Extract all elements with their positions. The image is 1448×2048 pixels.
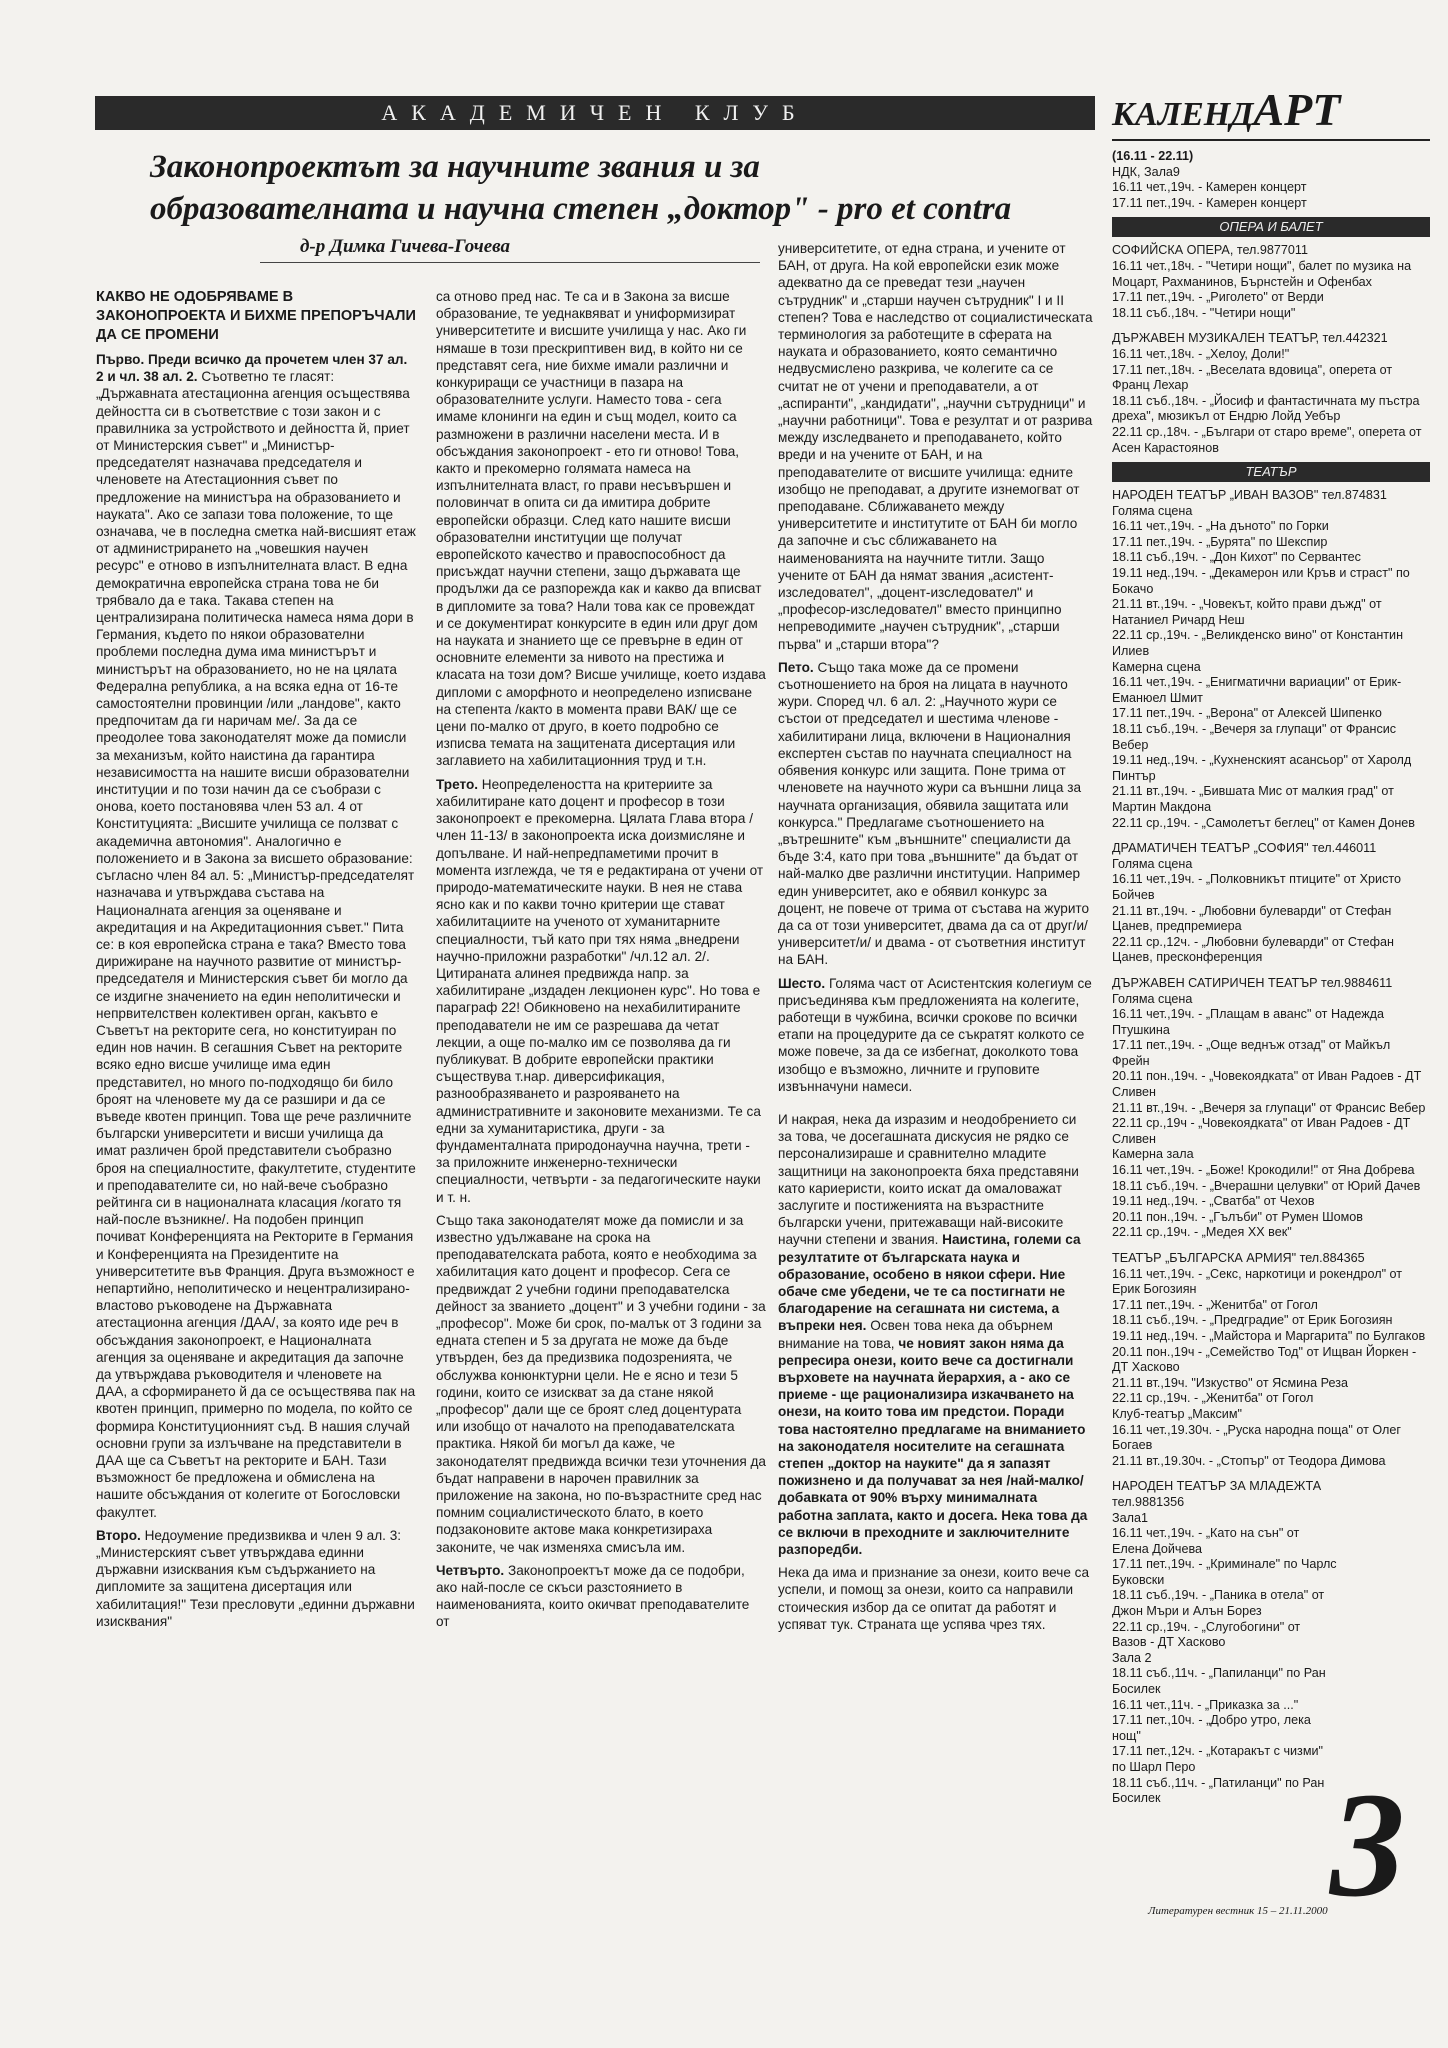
- calendar-entry: 17.11 пет.,18ч. - „Веселата вдовица", оперета от Франц Лехар: [1112, 362, 1393, 393]
- calendar-entry: 22.11 ср.,19ч. - „Самолетът беглец" от Камен Донев: [1112, 815, 1415, 830]
- paragraph-text: Голяма част от Асистентския колегиум се присъединява към предложенията на колегите, работещи в чужбина, всички срокове по всички етапи на процедурите да се съкратят колкото се може повече, за да се избегнат, доколкото това изобщо е възможно, личните и груповите извънначуни намеси.: [778, 975, 1092, 1094]
- calendar-entry: 21.11 вт.,19ч. - „Вечеря за глупаци" от Франсис Вебер: [1112, 1100, 1426, 1115]
- calendar-entry: 20.11 пон.,19ч. - „Човекоядката" от Иван Радоев - ДТ Сливен: [1112, 1069, 1422, 1100]
- calendar-entry: 19.11 нед.,19ч. - „Декамерон или Кръв и страст" по Бокачо: [1112, 566, 1410, 596]
- calendar-entry: 22.11 ср.,19ч. - „Женитба" от Гогол: [1112, 1391, 1314, 1406]
- calendar-entry: Клуб-театър „Максим": [1112, 1406, 1242, 1421]
- calendar-column: [1112, 84, 1430, 1807]
- calendar-entry: 17.11 пет.,19ч. - „Още веднъж отзад" от Майкъл Фрейн: [1112, 1038, 1391, 1068]
- paragraph-lead: Шесто.: [778, 975, 826, 991]
- article-column-2: [436, 288, 766, 1637]
- calendar-entry: СОФИЙСКА ОПЕРА, тел.9877011: [1112, 243, 1308, 258]
- venue-youth-theatre: [1112, 1479, 1337, 1806]
- calendar-entry: 17.11 пет.,10ч. - „Добро утро, лека нощ": [1112, 1713, 1311, 1743]
- paragraph: [778, 659, 1093, 969]
- calendar-entry: Камерна зала: [1112, 1147, 1194, 1162]
- paragraph-text: Също така може да се промени съотношението на броя на лицата в научното жури. Според чл. 6 ал. 2: „Научното жури се състои от председател и шестима членове - хабилитирани лица, включени в Националния експертен състав по научната специалност на обявения конкурс или защита. Поне трима от членовете на научното жури са външни лица за научната организация, обявила защитата или конкурса." Предлагаме съотношението на „вътрешните" към „външните" специалисти да бъде 3:4, като при това „външните" да бъдат от най-малко две различни институции. Например един университет, ако е обявил конкурс за доцент, не повече от трима от състава на журито да са от този университет, двама да са от друг/и/ университет/и/ и двама - от съответния институт на БАН.: [778, 659, 1090, 968]
- calendar-entry: 20.11 пон.,19ч. - „Гълъби" от Румен Шомов: [1112, 1209, 1364, 1224]
- calendar-entry: 22.11 ср.,12ч. - „Любовни булеварди" от Стефан Цанев, пресконференция: [1112, 934, 1394, 965]
- paragraph-text: Освен това нека да обърнем внимание на това,: [778, 1318, 1053, 1351]
- article-column-1: [96, 288, 416, 1636]
- calendar-dates: (16.11 - 22.11): [1112, 149, 1194, 163]
- calendar-entry: НАРОДЕН ТЕАТЪР „ИВАН ВАЗОВ" тел.874831: [1112, 488, 1387, 503]
- page-number: 3: [1330, 1762, 1405, 1928]
- paragraph-text: Неопределеността на критериите за хабилитиране като доцент и професор в този законопроект е прекомерна. Цялата Глава втора /член 11-13/ в законопроекта иска доизмисляне и допълване. И най-непредпаметими прочит в момента изглежда, че тя е редактирана от учени от природо-математическите науки. В нея не става ясно как и по какви точно критерии ще стават хабилитациите на ученото от хуманитарните специалности, тъй като при тях няма „внедрени научно-приложни разработки" /чл.12 ал. 2/. Цитираната алинея предвижда напр. за хабилитиране „издаден лекционен курс". Но това е параграф 22! Обикновено на нехабилитираните преподаватели не им се разрешава да четат лекции, а още по-малко им се позволява да ги публикуват. В добрите европейски практики съществува т.нар. диверсификация, разнообразяването и разрояването на административните и законовите механизми. Те са едни за хуманитаристика, други - за фундаменталната природонаучна научна, трети - за приложните инженерно-технически специалности, четвърти - за педагогическите науки и т. н.: [436, 776, 764, 1205]
- calendar-entry: Голяма сцена: [1112, 503, 1193, 518]
- page-footer: Литературен вестник 15 – 21.11.2000: [1148, 1905, 1328, 1917]
- paragraph-text: Законопроектът може да се подобри, ако най-после се скъси разстоянието в наименованията, които окичват преподавателите от: [436, 1562, 750, 1630]
- paragraph-emphasis: Наистина, големи са резултатите от българската наука и образование, особено в някои сфери. Ние обаче сме убедени, че те са постигнати не благодарение на сегашната ни система, а въпреки нея.: [778, 1232, 1081, 1334]
- paragraph-lead: Второ.: [96, 1527, 141, 1543]
- calendar-entry: 16.11 чет.,19.30ч. - „Руска народна поща" от Олег Богаев: [1112, 1422, 1401, 1453]
- calendar-entry: Зала 2: [1112, 1650, 1152, 1665]
- section-banner: АКАДЕМИЧЕН КЛУБ: [95, 96, 1095, 130]
- calendar-entry: 17.11 пет.,19ч. - „Риголето" от Верди: [1112, 290, 1324, 305]
- calendar-entry: 17.11 пет.,12ч. - „Котаракът с чизми" по Шарл Перо: [1112, 1744, 1323, 1774]
- calendar-entry: 21.11 вт.,19ч. "Изкуство" от Ясмина Реза: [1112, 1375, 1349, 1390]
- calendar-entry: 21.11 вт.,19.30ч. - „Стопър" от Теодора Димова: [1112, 1453, 1386, 1468]
- calendar-entry: 18.11 съб.,11ч. - „Патиланци" по Ран Босилек: [1112, 1775, 1325, 1806]
- calendar-entry: 19.11 нед.,19ч. - „Майстора и Маргарита" по Булгаков: [1112, 1328, 1426, 1343]
- calendar-intro: [1112, 165, 1430, 212]
- calendar-entry: ДЪРЖАВЕН МУЗИКАЛЕН ТЕАТЪР, тел.442321: [1112, 331, 1388, 346]
- paragraph: са отново пред нас. Те са и в Закона за висше образование, те уеднаквяват и униформизират университетите и висшите училища у нас. Ако ги нямаше в този прескриптивен вид, в който ни се представят сега, ние бихме имали различни и конкуриращи се участници в пазара на образователните услуги. Наместо това - сега имаме клонинги на един и същ модел, които са размножени в различни населени места. И в обсъждания законопроект - ето ги отново! Това, както и прекомерно голямата намеса на изпълнителната власт, го прави несъвършен и половинчат в опита си да имитира добрите европейски образци. След като нашите висши образователни институции ще получат европейското качество и правоспособност да присъждат научни степени, защо държавата ще продължи да се разпорежда как и какво да вписват в дипломите за това? Нали това как се провеждат и се документират конкурсите в един или друг дом на науката и знанието ще се превърне в един от основните елементи за нивото на престижа и класата на този дом? Висше училище, което издава дипломи с аморфното и неопределено изписване на степента /както в момента прави ВАК/ ще се цени по-малко от друго, в което подробно се изписва темата на защитената дисертация или заглавието на хабилитационния труд и т.н.: [436, 289, 766, 769]
- venue-ivan-vazov: [1112, 488, 1430, 831]
- venue-army-theatre: [1112, 1251, 1430, 1469]
- calendar-entry: НАРОДЕН ТЕАТЪР ЗА МЛАДЕЖТА тел.9881356: [1112, 1479, 1322, 1509]
- calendar-entry: 16.11 чет.,19ч. - „Боже! Крокодили!" от Яна Добрева: [1112, 1163, 1415, 1178]
- calendar-entry: 16.11 чет.,19ч. - „Секс, наркотици и рокендрол" от Ерик Богозиян: [1112, 1266, 1403, 1297]
- paragraph: [778, 1111, 1093, 1558]
- venue-sofia-theatre: [1112, 841, 1430, 966]
- calendar-entry: ДЪРЖАВЕН САТИРИЧЕН ТЕАТЪР тел.9884611: [1112, 975, 1393, 990]
- calendar-entry: 21.11 вт.,19ч. - „Любовни булеварди" от Стефан Цанев, предпремиера: [1112, 903, 1392, 934]
- calendar-entry: ДРАМАТИЧЕН ТЕАТЪР „СОФИЯ" тел.446011: [1112, 841, 1377, 856]
- paragraph: университетите, от една страна, и учените от БАН, от друга. На кой европейски език може адекватно да се преведат тези „научен сътрудник" и „старши научен сътрудник" I и II степен? Това е наследство от социалистическата терминология за работещите в сферата на науката и образованието, която семантично недвусмислено разкрива, че колегите са се считат не от учени и преподаватели, а от „аспиранти", „кандидати", „научни сътрудници" и „научни работници". Това е резултат и от разрива между изследването и преподаването, който вреди и на учените от БАН, и на преподавателите от висшите училища: едните изобщо не преподават, а другите изнемогват от преподаване. Сближаването между университетите и институтите от БАН би могло да започне и със сближаването на наименованията на научните титли. Защо учените от БАН да нямат звания „асистент-изследовател", „доцент-изследовател" и „професор-изследовател" вместо принципно непреводимите „научен сътрудник", „старши първа" и „старши втора"?: [778, 241, 1093, 652]
- venue-satirical-theatre: [1112, 976, 1430, 1241]
- paragraph: [96, 351, 416, 1521]
- calendar-entry: 22.11 ср.,19ч. - „Великденско вино" от Константин Илиев: [1112, 628, 1404, 659]
- calendar-title: [1112, 84, 1430, 141]
- calendar-entry: 21.11 вт.,19ч. - „Бившата Мис от малкия град" от Мартин Макдона: [1112, 784, 1394, 814]
- calendar-entry: Камерна сцена: [1112, 659, 1201, 674]
- calendar-entry: 16.11 чет.,19ч. - Камерен концерт: [1112, 180, 1307, 195]
- paragraph-text: Съответно те гласят: „Държавната атестационна агенция осъществява дейността си в съответствие с този закон и с правилника за устройството и дейността й, приет от Министерския съвет" и „Министър-председателят назначава председателя и членовете на Атестационния съвет по предложение на министъра на образованието и науката". Ако се запази това положение, то ще означава, че в последна сметка най-висшият етаж от администрирането на „човешкия научен ресурс" е отново в изпълнителната власт. В една демократична европейска страна това не би трябвало да е така. Такава степен на централизирана политическа намеса няма дори в Германия, където по някои образователни проблеми последна дума има министърът и министърът на образованието, но не на цялата Федерална република, а на всяка една от 16-те самостоятелни провинции /или „ландове", както предпочитам да ги наричам ме/. За да се преодолее това законодателят може да помисли за механизъм, който наистина да гарантира независимостта на нашите висши образователни институции и по този начин да се съобрази с онова, което постановява член 53 ал. 4 от Конституцията: „Висшите училища се ползват с академична автономия". Аналогично е положението и в Закона за висшето образование: съгласно член 84 ал. 5: „Министър-председателят назначава и утвърждава състава на Националната агенция за оценяване и акредитация и на Акредитационния съвет." Пита се: в коя европейска страна е така? Вместо това дирижиране на научното развитие от министър-председателя и Министерския съвет би могло да се издигне значението на един неполитически и непрвителствен колективен орган, какъвто е Съветът на ректорите сега, но конституиран по един нов начин. В сегашния Съвет на ректорите всяко едно висше училище има един представител, но много по-подходящо би било броят на членовете му да се разшири и да се въведе квотен принцип. Това ще рече различните български университети и висши училища да имат различен брой представители съобразно броя на специалностите, факултетите, студентите и преподавателите си, но най-вече съобразно рейтинга си в националната класация /когато тя най-после възникне/. На подобен принцип почиват Конференцията на Ректорите в Германия и Конференцията на Президентите на университетите във Франция. Друга възможност е непартийно, неполитическо и нецентрализирано-властово ръководене на Държавната атестационна агенция /ДАА/, за която иде реч в обсъждания законопроект, е Националната агенция за оценяване и акредитация да започне да утвърждава ръководителя и членовете на ДАА, а сформирането й да се осъществява пак на квотен принцип, примерно по модела, по който се формира Конституционният съд. В нашия случай основни групи за излъчване на представители в ДАА ще са Съветът на ректорите и БАН. Тази възможност бе предложена и обмислена на нашите обсъждания от колегите от Богословски факултет.: [96, 369, 416, 1520]
- calendar-entry: 16.11 чет.,19ч. - „Енигматични вариации" от Ерик-Еманюел Шмит: [1112, 675, 1402, 705]
- calendar-entry: Голяма сцена: [1112, 991, 1193, 1006]
- calendar-entry: 19.11 нед.,19ч. - „Сватба" от Чехов: [1112, 1194, 1315, 1209]
- paragraph-emphasis: че новият закон няма да репресира онези, които вече са достигнали върховете на научната йерархия, а - ако се приеме - ще рационализира изкачването на онези, на които това им предстои. Поради това настоятелно предлагаме на вниманието на законодателя носителите на сегашната степен „доктор на науките" да я запазят пожизнено и да получават за нея /най-малко/ добавката от 90% върху минималната работна заплата, както и досега. Нека това да се включи в преходните и заключителните разпоредби.: [778, 1335, 1088, 1558]
- calendar-entry: 16.11 чет.,18ч. - „Хелоу, Доли!": [1112, 346, 1290, 361]
- calendar-entry: 18.11 съб.,19ч. - „Вечеря за глупаци" от Франсис Вебер: [1112, 722, 1397, 752]
- calendar-entry: 19.11 нед.,19ч. - „Кухненският асансьор" от Харолд Пинтър: [1112, 753, 1412, 783]
- calendar-section-opera: ОПЕРА И БАЛЕТ: [1112, 217, 1430, 237]
- calendar-entry: 22.11 ср.,19ч. - „Слугобогини" от Вазов - ДТ Хасково: [1112, 1619, 1301, 1650]
- calendar-entry: 18.11 съб.,18ч. - „Йосиф и фантастичната му пъстра дреха", мюзикъл от Ендрю Лойд Уебър: [1112, 393, 1420, 424]
- calendar-entry: 20.11 пон.,19ч - „Семейство Тод" от Ищван Йоркен - ДТ Хасково: [1112, 1344, 1417, 1375]
- headline-line-1: Законопроектът за научните звания и за: [150, 149, 760, 185]
- venue-music-theatre: [1112, 331, 1430, 456]
- calendar-entry: ТЕАТЪР „БЪЛГАРСКА АРМИЯ" тел.884365: [1112, 1251, 1365, 1265]
- venue-sofia-opera: [1112, 243, 1430, 321]
- calendar-entry: 17.11 пет.,19ч. - „Бурята" по Шекспир: [1112, 534, 1328, 549]
- calendar-title-small: КАЛЕНД: [1112, 96, 1254, 133]
- calendar-entry: 17.11 пет.,19ч. - „Криминале" по Чарлс Буковски: [1112, 1557, 1337, 1587]
- paragraph-lead: Пето.: [778, 659, 814, 675]
- calendar-entry: НДК, Зала9: [1112, 164, 1180, 179]
- calendar-entry: 18.11 съб.,19ч. - „Дон Кихот" по Сервантес: [1112, 550, 1361, 565]
- article-column-3: [778, 240, 1093, 1639]
- calendar-entry: 18.11 съб.,18ч. - "Четири нощи": [1112, 305, 1296, 320]
- article-headline: [150, 146, 1100, 230]
- calendar-entry: 22.11 ср.,19ч - „Човекоядката" от Иван Радоев - ДТ Сливен: [1112, 1116, 1411, 1146]
- calendar-entry: 16.11 чет.,19ч. - „На дъното" по Горки: [1112, 519, 1329, 534]
- calendar-entry: 17.11 пет.,19ч. - „Верона" от Алексей Шипенко: [1112, 706, 1382, 721]
- paragraph: Също така законодателят може да помисли и за известно удължаване на срока на преподавателската работа, която е необходима за хабилитация като доцент и професор. Сега се предвиждат 2 учебни години преподавателска дейност за званието „доцент" и 3 учебни години - за „професор". Може би срок, по-малък от 3 години за едната степен и 5 за другата не може да бъде утвърден, без да предизвика подозренията, че обслужва конюнктурни цели. Не е ясно и тези 5 години, които се изискват за да стане някой „професор" дали ще се броят след доцентурата или изобщо от началото на преподавателската практика. Някой би могъл да каже, че законодателят предвижда всички тези уточнения да бъдат направени в нарочен правилник за приложение на закона, но по-възрастните сред нас помним социалистическото блато, в което подзаконовите актове мака конкретизираха законите, че чак изменяха смисъла им.: [436, 1212, 766, 1555]
- paragraph: [778, 975, 1093, 1095]
- paragraph-lead: Трето.: [436, 776, 479, 792]
- calendar-entry: 17.11 пет.,19ч. - Камерен концерт: [1112, 195, 1307, 210]
- article-byline: д-р Димка Гичева-Гочева: [300, 236, 511, 257]
- calendar-entry: 18.11 съб.,11ч. - „Папиланци" по Ран Босилек: [1112, 1666, 1326, 1697]
- column-subhead: КАКВО НЕ ОДОБРЯВАМЕ В ЗАКОНОПРОЕКТА И БИХМЕ ПРЕПОРЪЧАЛИ ДА СЕ ПРОМЕНИ: [96, 289, 416, 343]
- calendar-entry: 18.11 съб.,19ч. - „Предградие" от Ерик Богозиян: [1112, 1313, 1393, 1328]
- byline-rule: [260, 262, 760, 263]
- paragraph: [436, 1562, 766, 1631]
- calendar-entry: 16.11 чет.,18ч. - "Четири нощи", балет по музика на Моцарт, Рахманинов, Бърнстейн и Офенбах: [1112, 258, 1412, 289]
- calendar-entry: 17.11 пет.,19ч. - „Женитба" от Гогол: [1112, 1297, 1318, 1312]
- paragraph: [96, 1527, 416, 1630]
- calendar-entry: 18.11 съб.,19ч. - „Вчерашни целувки" от Юрий Дачев: [1112, 1178, 1421, 1193]
- paragraph-lead: Четвърто.: [436, 1562, 505, 1578]
- calendar-entry: 18.11 съб.,19ч. - „Паника в отела" от Джон Мъри и Алън Борез: [1112, 1588, 1325, 1619]
- paragraph-text: И накрая, нека да изразим и неодобрението си за това, че досегашната дискусия не рядко се персонализираше и сравнително младите защитници на законопроекта бяха представяни като кариеристи, които искат да омаловажат заслугите и постиженията на възрастните български учени, притежаващи най-високите научни степени и звания.: [778, 1111, 1079, 1248]
- paragraph: Нека да има и признание за онези, които вече са успели, и помощ за онези, които са направили стоическия избор да се опитат да работят и успяват тук. Страната ще успява чрез тях.: [778, 1565, 1090, 1632]
- calendar-entry: 16.11 чет.,19ч. - „Плащам в аванс" от Надежда Птушкина: [1112, 1007, 1385, 1037]
- paragraph-lead: Първо. Преди всичко да прочетем член 37 ал. 2 и чл. 38 ал. 2.: [96, 352, 408, 385]
- calendar-section-theatre: ТЕАТЪР: [1112, 462, 1430, 482]
- calendar-entry: 16.11 чет.,11ч. - „Приказка за ...": [1112, 1697, 1299, 1712]
- calendar-entry: 22.11 ср.,18ч. - „Българи от старо време", оперета от Асен Карастоянов: [1112, 424, 1422, 455]
- paragraph: [436, 776, 766, 1206]
- headline-line-2: образователната и научна степен „доктор" - pro et contra: [150, 191, 1012, 227]
- calendar-title-big: АРТ: [1253, 84, 1341, 135]
- calendar-entry: 16.11 чет.,19ч. - „Полковникът птиците" от Христо Бойчев: [1112, 872, 1401, 902]
- calendar-entry: Зала1: [1112, 1510, 1148, 1525]
- calendar-entry: 22.11 ср.,19ч. - „Медея ХХ век": [1112, 1225, 1292, 1240]
- calendar-entry: 21.11 вт.,19ч. - „Човекът, който прави дъжд" от Натаниел Ричард Неш: [1112, 597, 1382, 627]
- calendar-entry: Голяма сцена: [1112, 856, 1193, 871]
- calendar-entry: 16.11 чет.,19ч. - „Като на сън" от Елена Дойчева: [1112, 1526, 1300, 1556]
- paragraph-text: Недоумение предизвиква и член 9 ал. 3: „Министерският съвет утвърждава единни държавни изисквания към съдържанието на дипломите за защитена дисертация или хабилитация!" Тези пресловути „единни държавни изисквания": [96, 1527, 415, 1629]
